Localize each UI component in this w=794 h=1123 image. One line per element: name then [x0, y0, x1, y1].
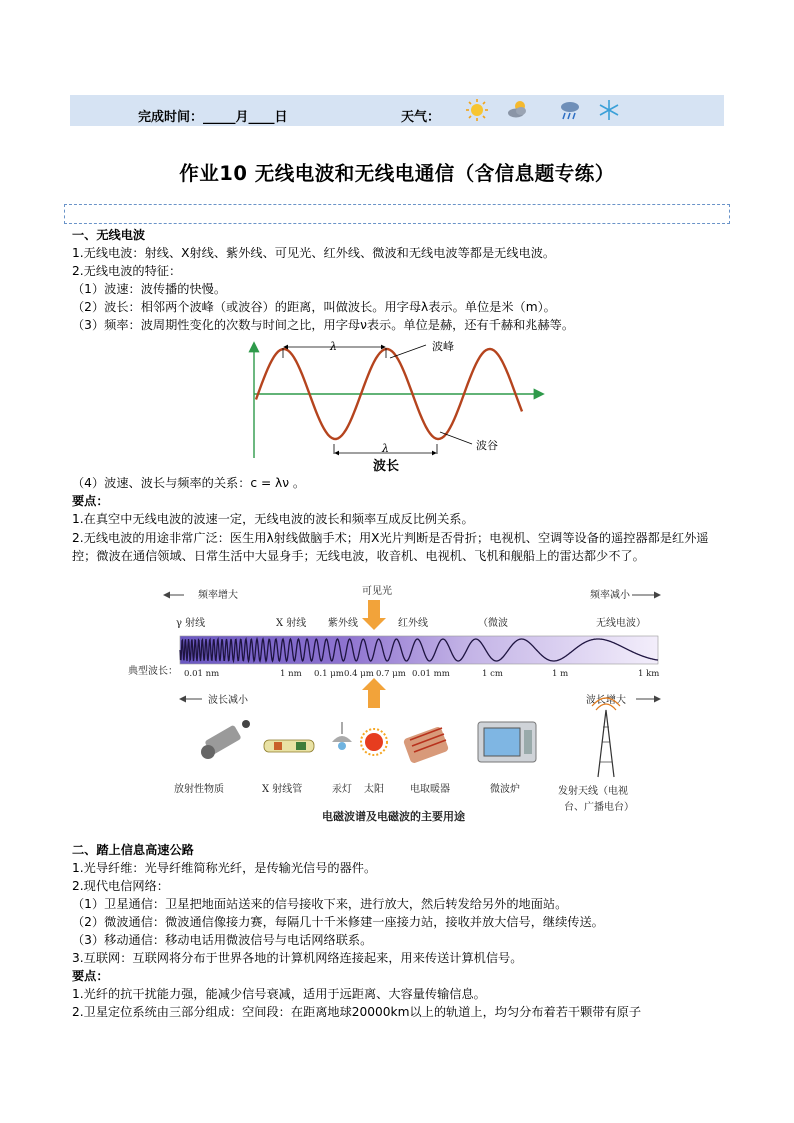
wl-2: 0.1 μm	[314, 669, 344, 679]
weather-label: 天气：	[401, 110, 441, 125]
em-spectrum-diagram	[128, 582, 676, 828]
snow-icon[interactable]	[597, 98, 621, 122]
section1-heading: 一、无线电波	[72, 228, 146, 242]
section1-line3: （1）波速：波传播的快慢。	[72, 282, 227, 296]
section2-key-label: 要点：	[72, 969, 109, 983]
trough-label: 波谷	[476, 439, 498, 452]
band-uv: 紫外线	[328, 618, 358, 629]
source-antenna-line1: 发射天线（电视	[558, 786, 628, 797]
wl-5: 0.01 mm	[412, 669, 450, 679]
mercury-lamp-illustration	[332, 722, 352, 750]
source-mercury-lamp: 汞灯	[332, 784, 352, 795]
electric-heater-illustration	[403, 726, 449, 764]
wl-1: 1 nm	[280, 669, 302, 679]
section1-key2: 2.无线电波的用途非常广泛：医生用λ射线做脑手术；用X光片判断是否骨折；电视机、空调等设备的遥控器都是红外遥控；微波在通信领域、日常生活中大显身手；无线电波，收音机、电视机、飞机和舰船上的雷达都少不了。	[72, 531, 709, 563]
band-xray: X 射线	[276, 618, 307, 629]
section1-line1: 1.无线电波：射线、X射线、紫外线、可见光、红外线、微波和无线电波等都是无线电波。	[72, 246, 556, 260]
wl-8: 1 km	[638, 669, 660, 679]
dashed-divider-box	[64, 204, 730, 224]
visible-light-label: 可见光	[362, 586, 392, 597]
partly-cloudy-icon[interactable]	[506, 98, 530, 122]
section1-key-label: 要点：	[72, 494, 109, 508]
source-heater: 电取暖器	[410, 784, 450, 795]
band-gamma: γ 射线	[176, 618, 206, 629]
completion-time-label: 完成时间：_____月____日	[138, 110, 288, 125]
spectrum-caption: 电磁波谱及电磁波的主要用途	[322, 810, 465, 823]
freq-increase-label: 频率增大	[198, 590, 238, 601]
lambda-label-top: λ	[330, 340, 337, 353]
rain-icon[interactable]	[558, 98, 582, 122]
wl-7: 1 m	[552, 669, 569, 679]
visible-down-arrow	[362, 600, 386, 630]
page-title: 作业10 无线电波和无线电通信（含信息题专练）	[179, 162, 615, 185]
source-radioactive: 放射性物质	[174, 784, 224, 795]
source-antenna-line2: 台、广播电台）	[564, 802, 634, 813]
microwave-oven-illustration	[478, 722, 536, 762]
antenna-tower-illustration	[592, 698, 620, 777]
band-ir: 红外线	[398, 618, 428, 629]
section1-line4: （2）波长：相邻两个波峰（或波谷）的距离，叫做波长。用字母λ表示。单位是米（m）。	[72, 300, 556, 314]
wl-increase-label: 波长增大	[586, 695, 626, 706]
wavelength-caption: 波长	[373, 459, 400, 474]
section2-line2: 2.现代电信网络：	[72, 879, 169, 893]
crest-label: 波峰	[432, 340, 454, 353]
wl-6: 1 cm	[482, 669, 503, 679]
wl-3: 0.4 μm	[344, 669, 374, 679]
section2-line3: （1）卫星通信：卫星把地面站送来的信号接收下来，进行放大，然后转发给另外的地面站。	[72, 897, 568, 911]
section2-heading: 二、踏上信息高速公路	[72, 843, 194, 857]
sun-icon[interactable]	[465, 98, 489, 122]
radioactive-source-illustration	[201, 720, 250, 759]
section2-line1: 1.光导纤维：光导纤维简称光纤，是传输光信号的器件。	[72, 861, 377, 875]
visible-up-arrow	[362, 678, 386, 708]
sun-illustration	[361, 729, 387, 755]
typical-wavelength-label: 典型波长：	[128, 666, 178, 677]
band-microwave: （微波	[478, 618, 508, 629]
section1-key1: 1.在真空中无线电波的波速一定，无线电波的波长和频率互成反比例关系。	[72, 512, 474, 526]
wavelength-diagram	[240, 336, 560, 476]
band-radio: 无线电波）	[596, 618, 646, 629]
section1-line6: （4）波速、波长与频率的关系：c = λν 。	[72, 476, 306, 490]
section2-line5: （3）移动通信：移动电话用微波信号与电话网络联系。	[72, 933, 373, 947]
wl-0: 0.01 nm	[184, 669, 220, 679]
section2-key1: 1.光纤的抗干扰能力强，能减少信号衰减，适用于远距离、大容量传输信息。	[72, 987, 486, 1001]
source-microwave: 微波炉	[490, 784, 520, 795]
freq-decrease-label: 频率减小	[590, 590, 630, 601]
section2-key2: 2.卫星定位系统由三部分组成：空间段：在距离地球20000km以上的轨道上，均匀分布着若干颗带有原子	[72, 1005, 642, 1019]
source-xray-tube: X 射线管	[262, 784, 303, 795]
section1-line2: 2.无线电波的特征：	[72, 264, 182, 278]
section2-line6: 3.互联网：互联网将分布于世界各地的计算机网络连接起来，用来传送计算机信号。	[72, 951, 523, 965]
section1-line5: （3）频率：波周期性变化的次数与时间之比，用字母ν表示。单位是赫，还有千赫和兆赫等。	[72, 318, 575, 332]
wl-4: 0.7 μm	[376, 669, 406, 679]
lambda-label-bottom: λ	[382, 442, 389, 455]
wl-decrease-label: 波长减小	[208, 695, 248, 706]
section2-line4: （2）微波通信：微波通信像接力赛，每隔几十千米修建一座接力站，接收并放大信号，继续传送。	[72, 915, 604, 929]
source-sun: 太阳	[364, 784, 384, 795]
xray-tube-illustration	[264, 740, 314, 752]
